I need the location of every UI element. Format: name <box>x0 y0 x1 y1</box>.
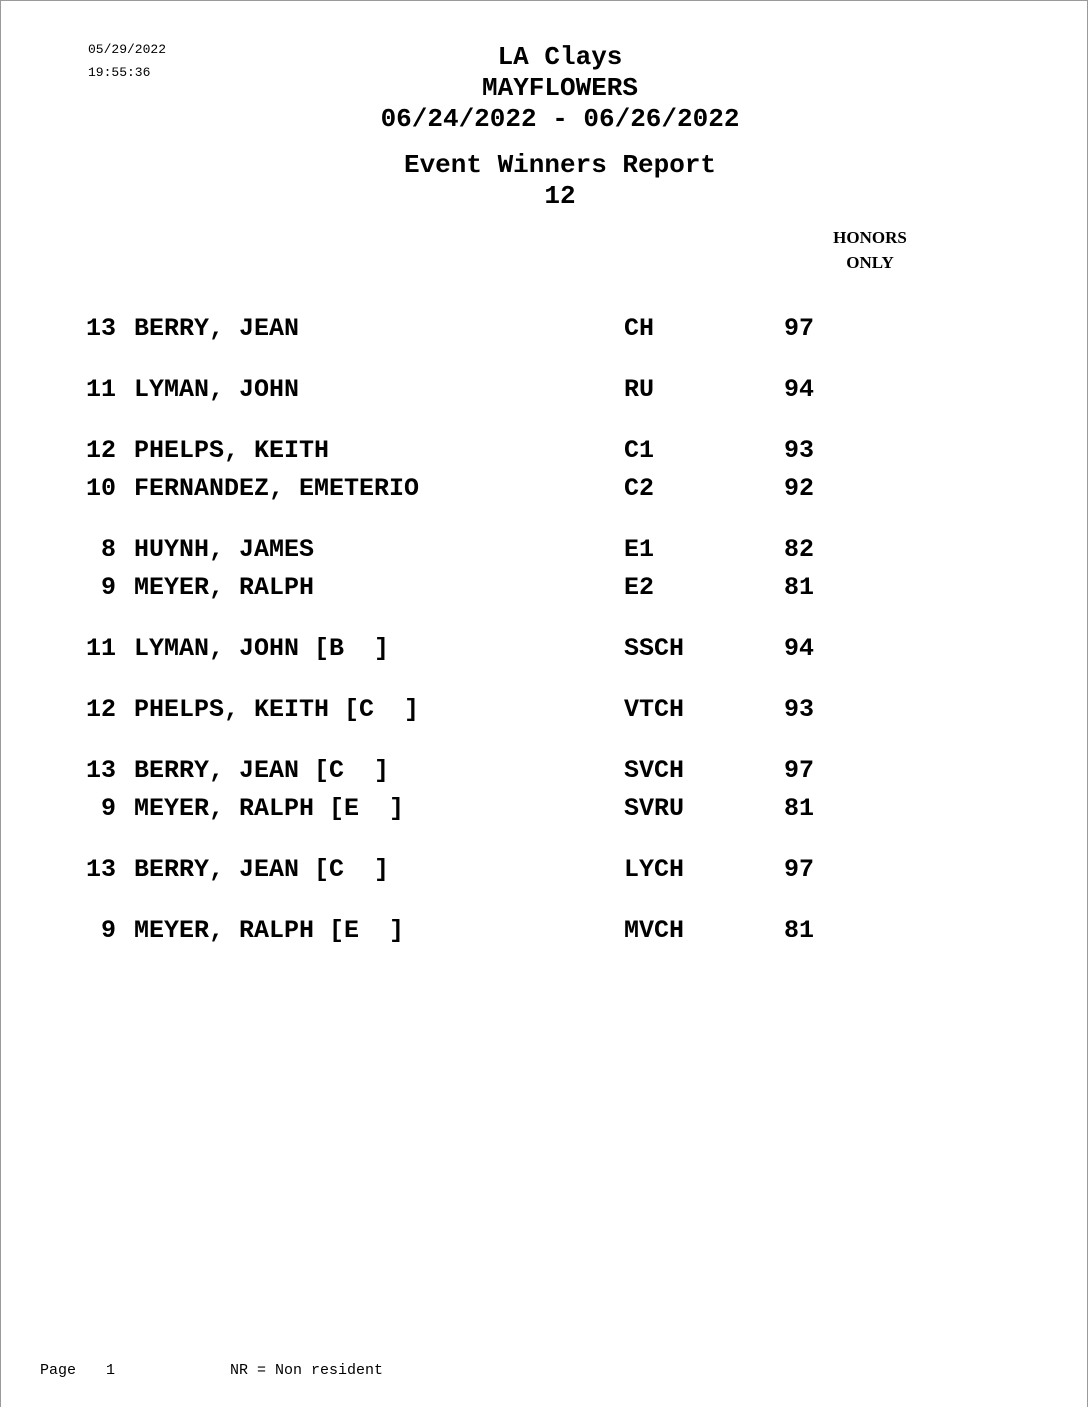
shooter-number: 11 <box>85 375 116 404</box>
score: 81 <box>784 573 815 602</box>
page-number: 1 <box>106 1362 116 1379</box>
score: 97 <box>784 756 815 785</box>
print-date: 05/29/2022 <box>88 42 167 57</box>
honors-only-label <box>820 225 920 275</box>
score: 82 <box>784 535 815 564</box>
shooter-name: MEYER, RALPH [E ] <box>134 794 405 823</box>
event-name: MAYFLOWERS <box>481 73 639 103</box>
winner-row <box>0 855 815 885</box>
shooter-name: FERNANDEZ, EMETERIO <box>134 474 420 503</box>
award-class: C1 <box>624 436 655 465</box>
winner-row <box>0 474 815 504</box>
award-class: VTCH <box>624 695 685 724</box>
award-class: MVCH <box>624 916 685 945</box>
score: 94 <box>784 634 815 663</box>
shooter-name: LYMAN, JOHN <box>134 375 300 404</box>
winner-row <box>0 916 815 946</box>
shooter-number: 10 <box>85 474 116 503</box>
shooter-number: 9 <box>100 916 116 945</box>
award-class: E2 <box>624 573 655 602</box>
award-class: SSCH <box>624 634 685 663</box>
shooter-number: 13 <box>85 314 116 343</box>
score: 97 <box>784 314 815 343</box>
score: 94 <box>784 375 815 404</box>
score: 93 <box>784 695 815 724</box>
score: 81 <box>784 794 815 823</box>
winner-row <box>0 375 815 405</box>
honors-line-1: HONORS <box>833 228 907 247</box>
shooter-number: 13 <box>85 855 116 884</box>
score: 92 <box>784 474 815 503</box>
award-class: SVRU <box>624 794 685 823</box>
winner-row <box>0 756 815 786</box>
score: 93 <box>784 436 815 465</box>
shooter-number: 12 <box>85 436 116 465</box>
shooter-number: 13 <box>85 756 116 785</box>
winner-row <box>0 436 815 466</box>
date-range: 06/24/2022 - 06/26/2022 <box>380 104 740 134</box>
shooter-name: BERRY, JEAN [C ] <box>134 855 390 884</box>
club-name: LA Clays <box>497 42 623 72</box>
report-title: Event Winners Report <box>403 150 717 180</box>
award-class: CH <box>624 314 655 343</box>
shooter-name: LYMAN, JOHN [B ] <box>134 634 390 663</box>
nr-legend: NR = Non resident <box>230 1362 384 1379</box>
winner-row <box>0 535 815 565</box>
winner-row <box>0 634 815 664</box>
event-number: 12 <box>544 181 576 211</box>
award-class: LYCH <box>624 855 685 884</box>
shooter-name: BERRY, JEAN <box>134 314 300 343</box>
shooter-number: 11 <box>85 634 116 663</box>
shooter-name: MEYER, RALPH [E ] <box>134 916 405 945</box>
winner-row <box>0 695 815 725</box>
award-class: RU <box>624 375 655 404</box>
page-label: Page <box>40 1362 77 1379</box>
shooter-name: PHELPS, KEITH <box>134 436 330 465</box>
honors-line-2: ONLY <box>846 253 894 272</box>
award-class: C2 <box>624 474 655 503</box>
shooter-number: 9 <box>100 794 116 823</box>
winner-row <box>0 794 815 824</box>
shooter-name: HUYNH, JAMES <box>134 535 315 564</box>
shooter-number: 9 <box>100 573 116 602</box>
shooter-name: MEYER, RALPH <box>134 573 315 602</box>
shooter-number: 8 <box>100 535 116 564</box>
shooter-name: BERRY, JEAN [C ] <box>134 756 390 785</box>
shooter-name: PHELPS, KEITH [C ] <box>134 695 420 724</box>
score: 97 <box>784 855 815 884</box>
score: 81 <box>784 916 815 945</box>
winner-row <box>0 314 815 344</box>
winner-row <box>0 573 815 603</box>
award-class: SVCH <box>624 756 685 785</box>
award-class: E1 <box>624 535 655 564</box>
print-time: 19:55:36 <box>88 65 151 80</box>
shooter-number: 12 <box>85 695 116 724</box>
